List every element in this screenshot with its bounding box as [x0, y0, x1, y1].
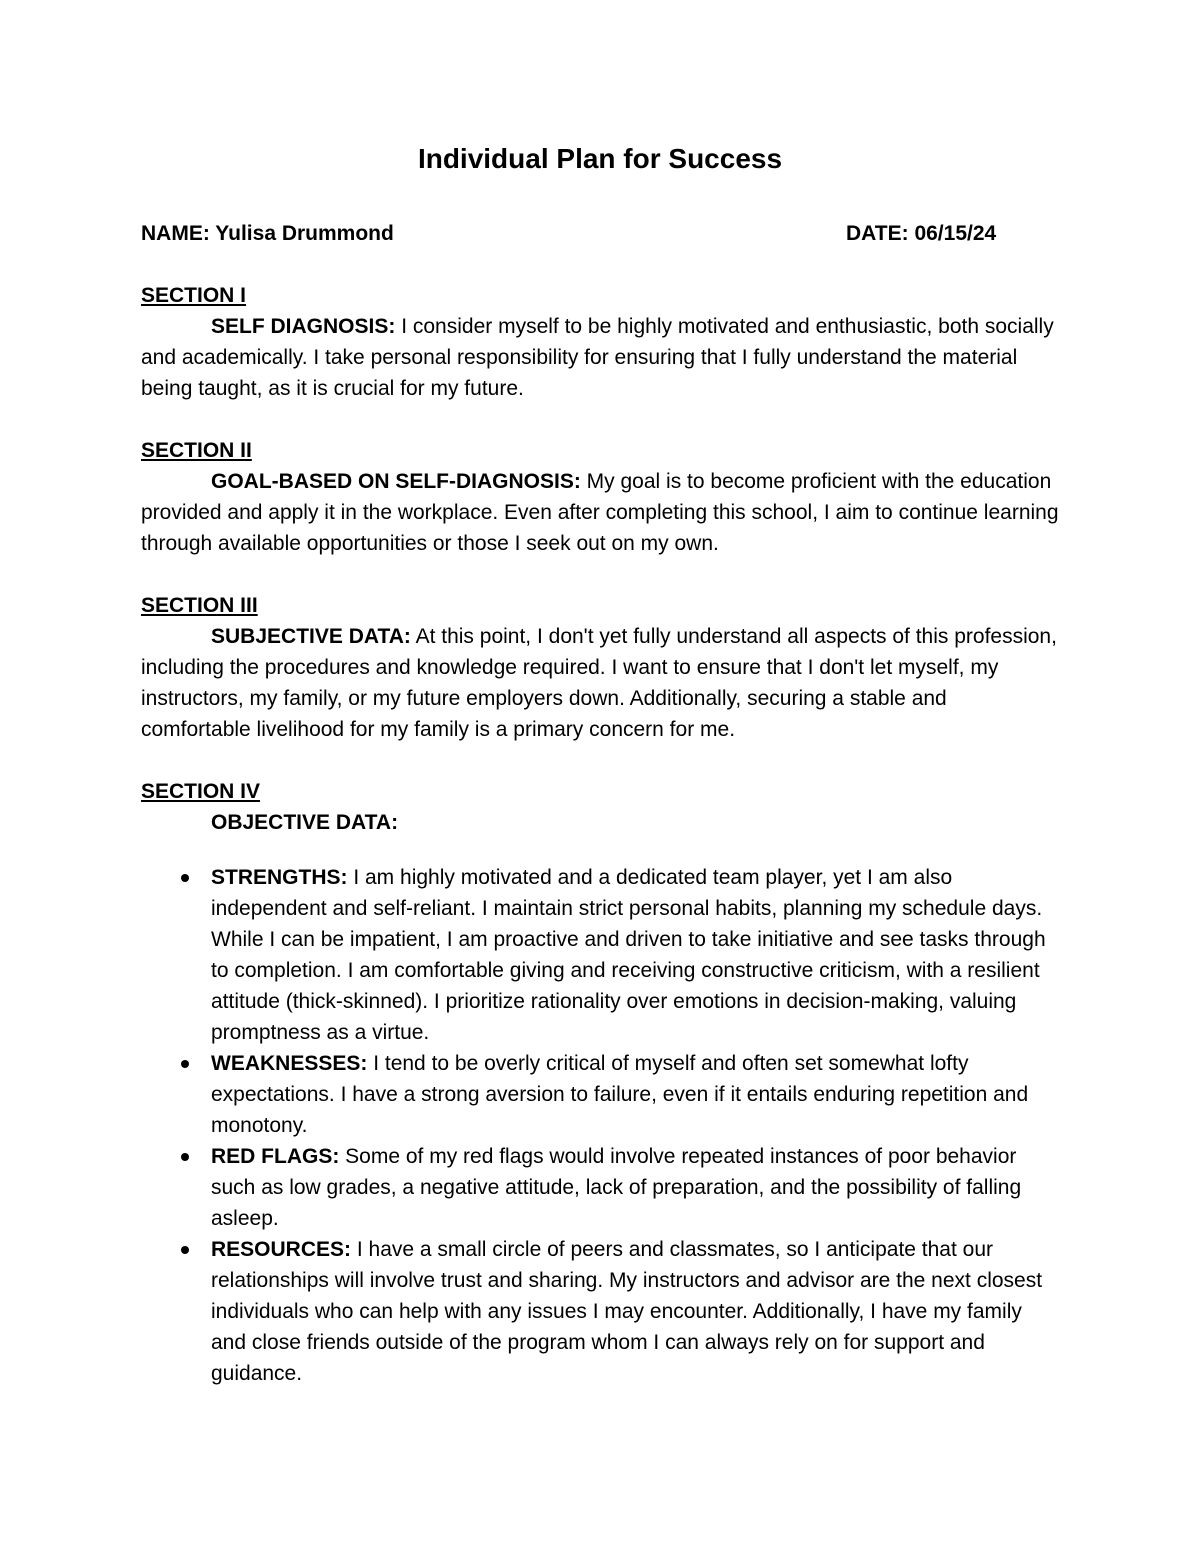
item-label: STRENGTHS: [211, 866, 348, 889]
item-text: Some of my red flags would involve repeated instances of poor behavior such as low grades, a negative attitude, lack of preparation, and the possibility of falling asleep. [211, 1145, 1022, 1230]
document-title: Individual Plan for Success [417, 143, 783, 174]
name-label: NAME: [141, 222, 210, 245]
section-text: I consider myself to be highly motivated and enthusiastic, both socially and academically. I take personal responsibility for ensuring that I fully understand the material being taught, as it is crucial for my future. [141, 315, 1054, 400]
list-item-resources [141, 1234, 1061, 1389]
name-field [141, 222, 394, 245]
section-body [141, 466, 1061, 559]
bullet-icon [181, 1153, 189, 1161]
list-item-weaknesses [141, 1048, 1061, 1141]
item-label: RESOURCES: [211, 1238, 352, 1261]
section-body [141, 621, 1061, 745]
item-label: RED FLAGS: [211, 1145, 340, 1168]
list-item-strengths [141, 862, 1061, 1048]
bullet-icon [181, 1060, 189, 1068]
section-body [141, 311, 1061, 404]
objective-list [141, 862, 1061, 1389]
date-value: 06/15/24 [914, 222, 997, 245]
item-text: I am highly motivated and a dedicated team player, yet I am also independent and self-reliant. I maintain strict personal habits, planning my schedule days. While I can be impatient, I am proactive and driven to take initiative and see tasks through to completion. I am comfortable giving and receiving constructive criticism, with a resilient attitude (thick-skinned). I prioritize rationality over emotions in decision-making, valuing promptness as a virtue. [211, 866, 1046, 1044]
section-heading: SECTION IV [141, 780, 261, 803]
item-label: WEAKNESSES: [211, 1052, 368, 1075]
section-heading: SECTION I [141, 284, 247, 307]
section-objective-data [141, 776, 1061, 1389]
section-subjective-data [141, 590, 1061, 745]
section-self-diagnosis [141, 280, 1061, 404]
section-label: SUBJECTIVE DATA: [211, 625, 411, 648]
list-item-red-flags [141, 1141, 1061, 1234]
bullet-icon [181, 874, 189, 882]
date-label: DATE: [846, 222, 909, 245]
date-field [846, 218, 996, 249]
section-heading: SECTION III [141, 594, 258, 617]
bullet-icon [181, 1246, 189, 1254]
section-label: SELF DIAGNOSIS: [211, 315, 396, 338]
section-label: GOAL-BASED ON SELF-DIAGNOSIS: [211, 470, 581, 493]
section-label: OBJECTIVE DATA: [211, 811, 399, 834]
name-date-row [141, 218, 1059, 249]
section-heading: SECTION II [141, 439, 252, 462]
item-text: I have a small circle of peers and classmates, so I anticipate that our relationships will involve trust and sharing. My instructors and advisor are the next closest individuals who can help with any issues I may encounter. Additionally, I have my family and close friends outside of the program whom I can always rely on for support and guidance. [211, 1238, 1043, 1385]
section-text: At this point, I don't yet fully understand all aspects of this profession, including the procedures and knowledge required. I want to ensure that I don't let myself, my instructors, my family, or my future employers down. Additionally, securing a stable and comfortable livelihood for my family is a primary concern for me. [141, 625, 1057, 741]
section-goal [141, 435, 1061, 559]
section-text: My goal is to become proficient with the education provided and apply it in the workplace. Even after completing this school, I aim to continue learning through available opportunities or those I seek out on my own. [141, 470, 1059, 555]
item-text: I tend to be overly critical of myself and often set somewhat lofty expectations. I have a strong aversion to failure, even if it entails enduring repetition and monotony. [211, 1052, 1029, 1137]
name-value: Yulisa Drummond [215, 222, 394, 245]
